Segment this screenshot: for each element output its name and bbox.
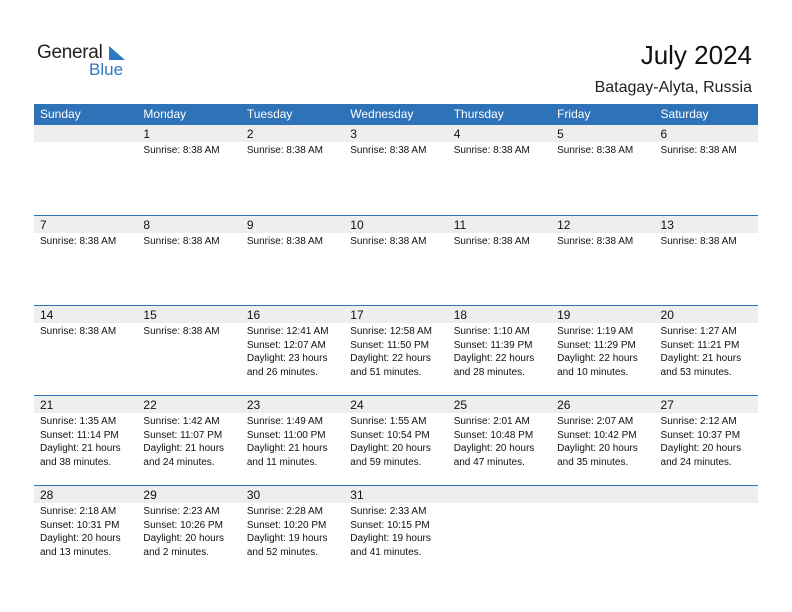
- day-cell: [137, 125, 240, 215]
- day-number: [34, 125, 137, 142]
- sun-info-line: and 41 minutes.: [350, 546, 422, 558]
- day-cell: [344, 486, 447, 575]
- calendar-week-row: [34, 305, 758, 395]
- day-cell: [655, 125, 758, 215]
- sun-info-line: Sunrise: 1:10 AM: [453, 326, 530, 337]
- day-number: 7: [34, 216, 137, 233]
- day-sun-info: [137, 323, 240, 339]
- day-sun-info: [344, 323, 447, 379]
- sun-info-line: Sunset: 11:14 PM: [40, 429, 119, 441]
- sun-info-line: Sunset: 10:37 PM: [660, 429, 741, 441]
- day-cell: [448, 306, 551, 395]
- sun-info-line: Sunrise: 8:38 AM: [143, 145, 220, 156]
- sun-info-line: Sunrise: 8:38 AM: [453, 236, 530, 247]
- day-number: 17: [344, 306, 447, 323]
- sun-info-line: Sunset: 10:54 PM: [350, 429, 430, 441]
- day-number: 13: [655, 216, 758, 233]
- calendar-week-row: [34, 125, 758, 215]
- day-sun-info: [34, 233, 137, 249]
- sun-info-line: Sunset: 11:00 PM: [246, 429, 326, 441]
- day-sun-info: [448, 413, 551, 469]
- sun-info-line: Sunrise: 8:38 AM: [143, 326, 220, 337]
- sun-info-line: Sunrise: 1:19 AM: [557, 326, 634, 337]
- day-cell: [241, 486, 344, 575]
- sun-info-line: and 11 minutes.: [246, 456, 318, 468]
- day-sun-info: [655, 142, 758, 158]
- sun-info-line: Daylight: 21 hours: [660, 353, 742, 364]
- day-sun-info: [655, 323, 758, 379]
- sun-info-line: Sunrise: 12:58 AM: [350, 326, 432, 337]
- day-sun-info: [448, 142, 551, 158]
- sun-info-line: Sunrise: 12:41 AM: [246, 326, 329, 337]
- day-sun-info: [241, 413, 344, 469]
- sun-info-line: and 28 minutes.: [453, 366, 525, 378]
- day-number: 15: [137, 306, 240, 323]
- day-cell: [655, 306, 758, 395]
- day-number: 29: [137, 486, 240, 503]
- sun-info-line: Sunrise: 1:42 AM: [143, 416, 220, 427]
- sun-info-line: and 47 minutes.: [453, 456, 525, 468]
- sun-info-line: Daylight: 21 hours: [246, 443, 328, 454]
- day-cell: [551, 306, 654, 395]
- sun-info-line: Daylight: 22 hours: [350, 353, 431, 364]
- day-sun-info: [34, 413, 137, 469]
- sun-info-line: Sunrise: 8:38 AM: [660, 145, 737, 156]
- logo-text-blue: Blue: [89, 60, 124, 79]
- day-sun-info: [34, 503, 137, 559]
- sun-info-line: Sunset: 10:20 PM: [246, 519, 327, 531]
- day-cell: [448, 396, 551, 485]
- day-sun-info: [137, 413, 240, 469]
- calendar-grid: [34, 104, 758, 575]
- day-cell: [34, 216, 137, 305]
- sun-info-line: Sunrise: 8:38 AM: [660, 236, 737, 247]
- day-cell: [655, 216, 758, 305]
- empty-day-cell: [34, 125, 137, 215]
- sun-info-line: Sunset: 10:15 PM: [350, 519, 430, 531]
- sun-info-line: and 59 minutes.: [350, 456, 422, 468]
- day-sun-info: [241, 323, 344, 379]
- sun-info-line: Sunset: 10:31 PM: [40, 519, 120, 531]
- day-sun-info: [344, 413, 447, 469]
- sun-info-line: and 53 minutes.: [660, 366, 732, 378]
- day-number: 9: [241, 216, 344, 233]
- day-sun-info: [448, 233, 551, 249]
- day-cell: [448, 125, 551, 215]
- page-title: July 2024: [640, 40, 752, 70]
- day-sun-info: [551, 413, 654, 469]
- day-number: 22: [137, 396, 240, 413]
- day-sun-info: [137, 142, 240, 158]
- day-cell: [241, 306, 344, 395]
- sun-info-line: Daylight: 20 hours: [660, 443, 742, 454]
- calendar-weeks: [34, 125, 758, 575]
- day-cell: [137, 396, 240, 485]
- sun-info-line: Sunrise: 2:28 AM: [246, 506, 323, 517]
- day-cell: [34, 486, 137, 575]
- sun-info-line: Sunset: 11:29 PM: [557, 339, 636, 351]
- sun-info-line: Sunset: 11:39 PM: [453, 339, 533, 351]
- day-number: 25: [448, 396, 551, 413]
- day-cell: [551, 216, 654, 305]
- sun-info-line: Sunset: 11:21 PM: [660, 339, 740, 351]
- sun-info-line: Sunrise: 2:07 AM: [557, 416, 634, 427]
- sun-info-line: Sunrise: 8:38 AM: [246, 236, 323, 247]
- day-number: 26: [551, 396, 654, 413]
- day-number: 24: [344, 396, 447, 413]
- day-number: 23: [241, 396, 344, 413]
- day-number: [448, 486, 551, 503]
- day-cell: [241, 216, 344, 305]
- sun-info-line: Sunset: 12:07 AM: [246, 339, 326, 351]
- day-number: 6: [655, 125, 758, 142]
- calendar-week-row: [34, 395, 758, 485]
- sun-info-line: and 24 minutes.: [660, 456, 732, 468]
- day-number: [551, 486, 654, 503]
- day-sun-info: [241, 503, 344, 559]
- sun-info-line: Sunrise: 8:38 AM: [40, 236, 117, 247]
- sun-info-line: Sunrise: 8:38 AM: [143, 236, 220, 247]
- sun-info-line: Sunrise: 2:01 AM: [453, 416, 530, 427]
- sun-info-line: Sunrise: 2:23 AM: [143, 506, 220, 517]
- location-subtitle: Batagay-Alyta, Russia: [594, 79, 752, 96]
- day-number: [655, 486, 758, 503]
- sun-info-line: Daylight: 22 hours: [453, 353, 535, 364]
- sun-info-line: Sunset: 10:26 PM: [143, 519, 223, 531]
- weekday-sunday: Sunday: [40, 107, 81, 121]
- day-sun-info: [137, 503, 240, 559]
- day-number: 10: [344, 216, 447, 233]
- day-number: 31: [344, 486, 447, 503]
- weekday-wednesday: Wednesday: [350, 107, 414, 121]
- sun-info-line: and 51 minutes.: [350, 366, 422, 378]
- sun-info-line: Sunset: 11:07 PM: [143, 429, 223, 441]
- weekday-friday: Friday: [557, 107, 591, 121]
- day-number: 11: [448, 216, 551, 233]
- day-number: 16: [241, 306, 344, 323]
- sun-info-line: Daylight: 20 hours: [453, 443, 535, 454]
- day-cell: [448, 216, 551, 305]
- sun-info-line: Sunrise: 1:27 AM: [660, 326, 737, 337]
- sun-info-line: Sunrise: 8:38 AM: [557, 236, 634, 247]
- sun-info-line: Sunrise: 8:38 AM: [246, 145, 323, 156]
- day-sun-info: [551, 142, 654, 158]
- day-cell: [34, 396, 137, 485]
- day-sun-info: [551, 233, 654, 249]
- day-sun-info: [34, 323, 137, 339]
- day-sun-info: [241, 142, 344, 158]
- weekday-saturday: Saturday: [660, 107, 709, 121]
- day-sun-info: [344, 142, 447, 158]
- sun-info-line: Daylight: 21 hours: [143, 443, 225, 454]
- sun-info-line: Daylight: 20 hours: [143, 533, 225, 544]
- day-cell: [137, 486, 240, 575]
- sun-info-line: Sunset: 10:48 PM: [453, 429, 534, 441]
- sun-info-line: and 35 minutes.: [557, 456, 629, 468]
- day-number: 3: [344, 125, 447, 142]
- day-number: 14: [34, 306, 137, 323]
- day-sun-info: [241, 233, 344, 249]
- sun-info-line: Daylight: 22 hours: [557, 353, 638, 364]
- calendar-week-row: [34, 215, 758, 305]
- day-sun-info: [137, 233, 240, 249]
- day-number: 19: [551, 306, 654, 323]
- sun-info-line: Sunset: 11:50 PM: [350, 339, 430, 351]
- day-cell: [551, 396, 654, 485]
- day-number: 21: [34, 396, 137, 413]
- sun-info-line: Sunrise: 8:38 AM: [453, 145, 530, 156]
- sun-info-line: and 10 minutes.: [557, 366, 629, 378]
- calendar-week-row: [34, 485, 758, 575]
- day-cell: [344, 125, 447, 215]
- day-cell: [241, 396, 344, 485]
- sun-info-line: Daylight: 21 hours: [40, 443, 121, 454]
- sun-info-line: Sunset: 10:42 PM: [557, 429, 637, 441]
- sun-info-line: Sunrise: 2:12 AM: [660, 416, 737, 427]
- weekday-tuesday: Tuesday: [246, 107, 293, 121]
- day-cell: [34, 306, 137, 395]
- day-number: 27: [655, 396, 758, 413]
- day-cell: [344, 396, 447, 485]
- day-number: 20: [655, 306, 758, 323]
- day-number: 2: [241, 125, 344, 142]
- day-sun-info: [655, 413, 758, 469]
- day-number: 30: [241, 486, 344, 503]
- sun-info-line: Daylight: 19 hours: [246, 533, 328, 544]
- sun-info-line: Daylight: 20 hours: [350, 443, 431, 454]
- sun-info-line: Daylight: 20 hours: [557, 443, 638, 454]
- sun-info-line: Sunrise: 8:38 AM: [40, 326, 117, 337]
- empty-day-cell: [448, 486, 551, 575]
- day-sun-info: [551, 323, 654, 379]
- weekday-monday: Monday: [143, 107, 187, 121]
- logo: [37, 42, 147, 82]
- day-sun-info: [344, 233, 447, 249]
- sun-info-line: Daylight: 19 hours: [350, 533, 431, 544]
- sun-info-line: and 2 minutes.: [143, 546, 210, 558]
- sun-info-line: and 13 minutes.: [40, 546, 112, 558]
- day-cell: [137, 306, 240, 395]
- empty-day-cell: [551, 486, 654, 575]
- sun-info-line: Daylight: 23 hours: [246, 353, 328, 364]
- day-cell: [241, 125, 344, 215]
- sun-info-line: and 38 minutes.: [40, 456, 112, 468]
- day-number: 1: [137, 125, 240, 142]
- day-cell: [344, 306, 447, 395]
- empty-day-cell: [655, 486, 758, 575]
- day-sun-info: [448, 323, 551, 379]
- weekday-header: [34, 104, 758, 125]
- sun-info-line: Sunrise: 2:18 AM: [40, 506, 117, 517]
- sun-info-line: Sunrise: 2:33 AM: [350, 506, 427, 517]
- sun-info-line: Sunrise: 8:38 AM: [557, 145, 634, 156]
- weekday-thursday: Thursday: [453, 107, 504, 121]
- day-sun-info: [655, 233, 758, 249]
- day-number: 12: [551, 216, 654, 233]
- day-number: 28: [34, 486, 137, 503]
- sun-info-line: and 52 minutes.: [246, 546, 319, 558]
- sun-info-line: Sunrise: 8:38 AM: [350, 236, 427, 247]
- day-number: 4: [448, 125, 551, 142]
- sun-info-line: and 24 minutes.: [143, 456, 215, 468]
- sun-info-line: Sunrise: 8:38 AM: [350, 145, 427, 156]
- logo-text-general: General: [37, 42, 103, 63]
- day-cell: [655, 396, 758, 485]
- day-number: 8: [137, 216, 240, 233]
- day-number: 5: [551, 125, 654, 142]
- day-cell: [137, 216, 240, 305]
- day-cell: [551, 125, 654, 215]
- sun-info-line: Sunrise: 1:55 AM: [350, 416, 427, 427]
- day-number: 18: [448, 306, 551, 323]
- sun-info-line: Daylight: 20 hours: [40, 533, 121, 544]
- sun-info-line: Sunrise: 1:49 AM: [246, 416, 323, 427]
- day-sun-info: [344, 503, 447, 559]
- sun-info-line: Sunrise: 1:35 AM: [40, 416, 117, 427]
- day-cell: [344, 216, 447, 305]
- sun-info-line: and 26 minutes.: [246, 366, 319, 378]
